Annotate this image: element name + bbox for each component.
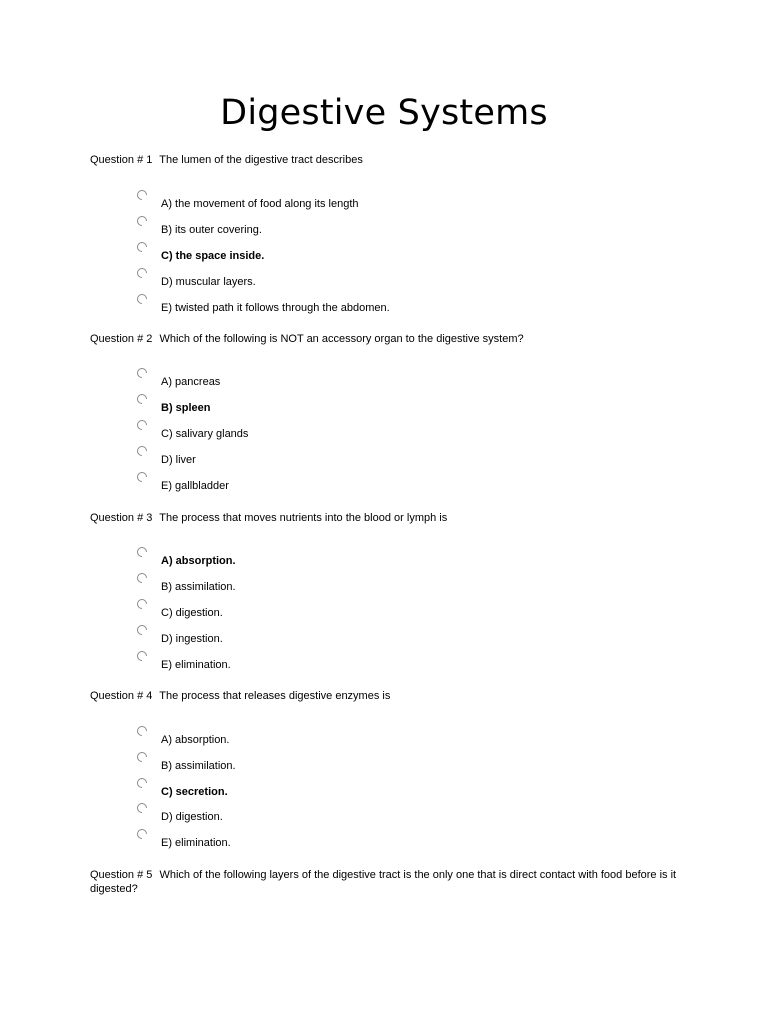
radio-button-q4-c[interactable] [137,778,147,788]
question-text: The lumen of the digestive tract describes [159,154,363,166]
radio-button-q2-e[interactable] [137,472,147,482]
answer-option-q2-a: A) pancreas [161,376,221,388]
answer-option-q4-c: C) secretion. [161,786,228,798]
answer-option-q4-a: A) absorption. [161,734,230,746]
answer-option-q2-e: E) gallbladder [161,480,229,492]
radio-button-q1-a[interactable] [137,190,147,200]
radio-button-q1-b[interactable] [137,216,147,226]
question-5 [90,868,680,896]
question-number: Question # 2 [90,333,153,345]
page-title: Digestive Systems [220,93,548,133]
answer-option-q3-b: B) assimilation. [161,581,236,593]
answer-option-q1-e: E) twisted path it follows through the abdomen. [161,302,390,314]
answer-option-q1-a: A) the movement of food along its length [161,198,359,210]
question-3 [90,511,680,525]
question-text: Which of the following layers of the digestive tract is the only one that is direct contact with food before is it digested? [90,869,677,895]
question-1 [90,153,680,167]
radio-button-q4-d[interactable] [137,803,147,813]
answer-option-q1-d: D) muscular layers. [161,276,256,288]
radio-button-q2-a[interactable] [137,368,147,378]
question-number: Question # 4 [90,690,153,702]
answer-option-q2-d: D) liver [161,454,196,466]
answer-option-q4-e: E) elimination. [161,837,231,849]
answer-option-q3-c: C) digestion. [161,607,223,619]
question-number: Question # 1 [90,154,153,166]
answer-option-q2-c: C) salivary glands [161,428,249,440]
answer-option-q4-d: D) digestion. [161,811,223,823]
radio-button-q2-d[interactable] [137,446,147,456]
radio-button-q1-d[interactable] [137,268,147,278]
radio-button-q3-e[interactable] [137,651,147,661]
radio-button-q1-e[interactable] [137,294,147,304]
radio-button-q4-a[interactable] [137,726,147,736]
question-4 [90,689,680,703]
question-text: The process that moves nutrients into the blood or lymph is [159,512,448,524]
answer-option-q3-d: D) ingestion. [161,633,223,645]
question-2 [90,332,680,346]
answer-option-q2-b: B) spleen [161,402,211,414]
answer-option-q3-a: A) absorption. [161,555,236,567]
answer-option-q3-e: E) elimination. [161,659,231,671]
question-text: The process that releases digestive enzymes is [159,690,391,702]
radio-button-q3-a[interactable] [137,547,147,557]
radio-button-q3-d[interactable] [137,625,147,635]
radio-button-q3-b[interactable] [137,573,147,583]
radio-button-q4-e[interactable] [137,829,147,839]
question-number: Question # 3 [90,512,153,524]
question-text: Which of the following is NOT an accessory organ to the digestive system? [159,333,524,345]
radio-button-q1-c[interactable] [137,242,147,252]
answer-option-q4-b: B) assimilation. [161,760,236,772]
answer-option-q1-b: B) its outer covering. [161,224,262,236]
radio-button-q2-c[interactable] [137,420,147,430]
radio-button-q4-b[interactable] [137,752,147,762]
radio-button-q3-c[interactable] [137,599,147,609]
answer-option-q1-c: C) the space inside. [161,250,265,262]
radio-button-q2-b[interactable] [137,394,147,404]
question-number: Question # 5 [90,869,153,881]
